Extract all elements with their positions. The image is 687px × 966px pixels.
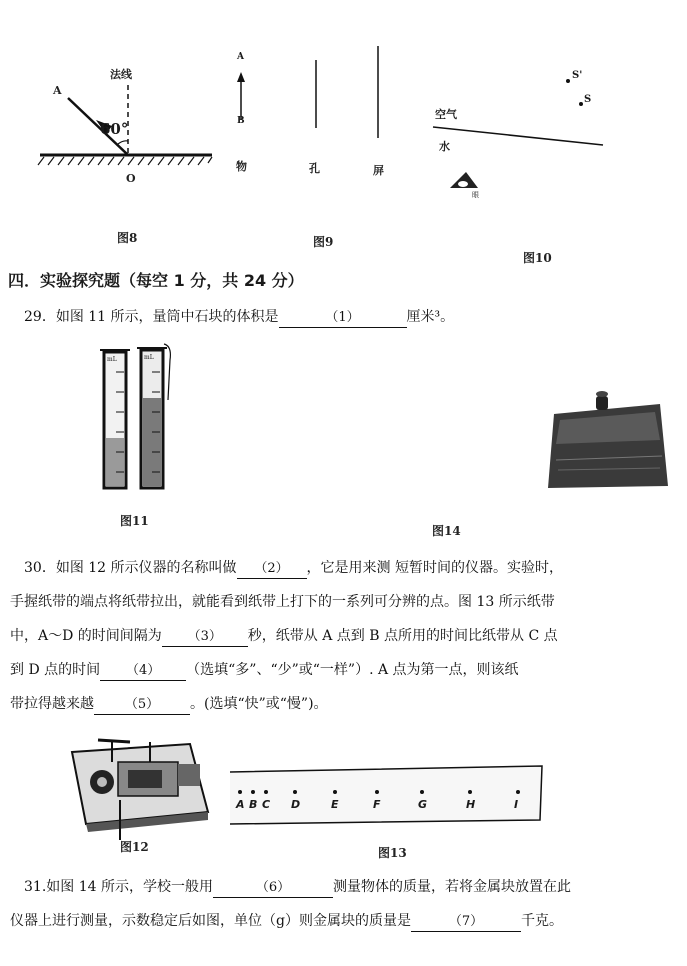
- question-31-line-2: [10, 904, 563, 938]
- q30-text-1b: ，它是用来测 短暂时间的仪器。实验时，: [306, 560, 563, 576]
- q31-text-1b: 测量物体的质量，若将金属块放置在此: [332, 879, 571, 895]
- q30-text-5b: 。(选填“快”或“慢”)。: [190, 696, 328, 712]
- question-30-line-2: 手握纸带的端点将纸带拉出，就能看到纸带上打下的一系列可分辨的点。图 13 所示纸带: [10, 594, 555, 610]
- tape-point-label-c: C: [262, 798, 271, 811]
- tape-point-label-d: D: [291, 798, 301, 811]
- q30-text-4b: （选填“多”、“少”或“一样”）. A 点为第一点，则该纸: [186, 662, 519, 678]
- tape-dot-g: [420, 790, 424, 794]
- tape-point-label-i: I: [514, 798, 519, 811]
- q31-text-2a: 仪器上进行测量，示数稳定后如图，单位（g）则金属块的质量是: [10, 913, 411, 929]
- air-label: 空气: [435, 108, 457, 121]
- tape-point-label-g: G: [418, 798, 428, 811]
- figure-11-caption: 图11: [120, 514, 149, 528]
- object-bottom-label: B: [237, 116, 245, 126]
- tape-dot-b: [251, 790, 255, 794]
- object-label: 物: [236, 160, 247, 173]
- figure-8-caption: 图8: [117, 231, 138, 245]
- tape-dot-a: [238, 790, 242, 794]
- angle-label: 60°: [100, 120, 129, 138]
- q30-text-1a: 30．如图 12 所示仪器的名称叫做: [24, 560, 237, 576]
- q31-text-1a: 31.如图 14 所示，学校一般用: [24, 879, 213, 895]
- q29-text: 29．如图 11 所示，量筒中石块的体积是: [24, 309, 279, 325]
- q30-text-3b: 秒，纸带从 A 点到 B 点所用的时间比纸带从 C 点: [247, 628, 558, 644]
- figure-12-caption: 图12: [120, 840, 149, 854]
- question-31-line-1: [24, 870, 571, 904]
- q30-text-5a: 带拉得越来越: [10, 696, 94, 712]
- q29-unit: 厘米³。: [406, 309, 455, 325]
- figure-14-caption: 图14: [432, 524, 461, 538]
- q31-text-2b: 千克。: [520, 913, 563, 929]
- ray-label-a: A: [53, 84, 62, 97]
- s-label: S: [584, 94, 592, 105]
- tape-dot-d: [293, 790, 297, 794]
- q31-blank-7[interactable]: （7）: [411, 913, 521, 932]
- tape-dot-f: [375, 790, 379, 794]
- figure-9-caption: 图9: [313, 235, 334, 249]
- q29-blank-1[interactable]: （1）: [279, 309, 407, 328]
- screen-label: 屏: [373, 164, 384, 177]
- cylinder-2-unit: mL: [144, 354, 154, 361]
- object-top-label: A: [237, 52, 244, 62]
- tape-dot-e: [333, 790, 337, 794]
- s-prime-label: S': [572, 70, 583, 81]
- normal-label: 法线: [110, 68, 132, 81]
- tape-dot-c: [264, 790, 268, 794]
- q30-blank-5[interactable]: （5）: [94, 696, 190, 715]
- cylinder-1-unit: mL: [107, 356, 117, 363]
- q31-blank-6[interactable]: （6）: [213, 879, 333, 898]
- figure-13-caption: 图13: [378, 846, 407, 860]
- tape-dot-h: [468, 790, 472, 794]
- tape-dot-i: [516, 790, 520, 794]
- point-label-o: O: [126, 172, 136, 185]
- q30-blank-2[interactable]: （2）: [237, 560, 307, 579]
- figure-10-caption: 图10: [523, 251, 552, 265]
- tape-point-label-e: E: [331, 798, 339, 811]
- tape-point-label-b: B: [249, 798, 258, 811]
- q30-blank-4[interactable]: （4）: [100, 662, 186, 681]
- water-label: 水: [439, 140, 450, 153]
- q30-text-4a: 到 D 点的时间: [10, 662, 101, 678]
- tape-point-label-h: H: [466, 798, 476, 811]
- hole-label: 孔: [309, 162, 320, 175]
- section-title: 四．实验探究题（每空 1 分，共 24 分）: [8, 271, 304, 290]
- tape-point-label-f: F: [373, 798, 381, 811]
- eye-label: 眼: [472, 191, 479, 199]
- q30-text-3a: 中，A～D 的时间间隔为: [10, 628, 162, 644]
- q30-blank-3[interactable]: （3）: [162, 628, 248, 647]
- tape-point-label-a: A: [236, 798, 245, 811]
